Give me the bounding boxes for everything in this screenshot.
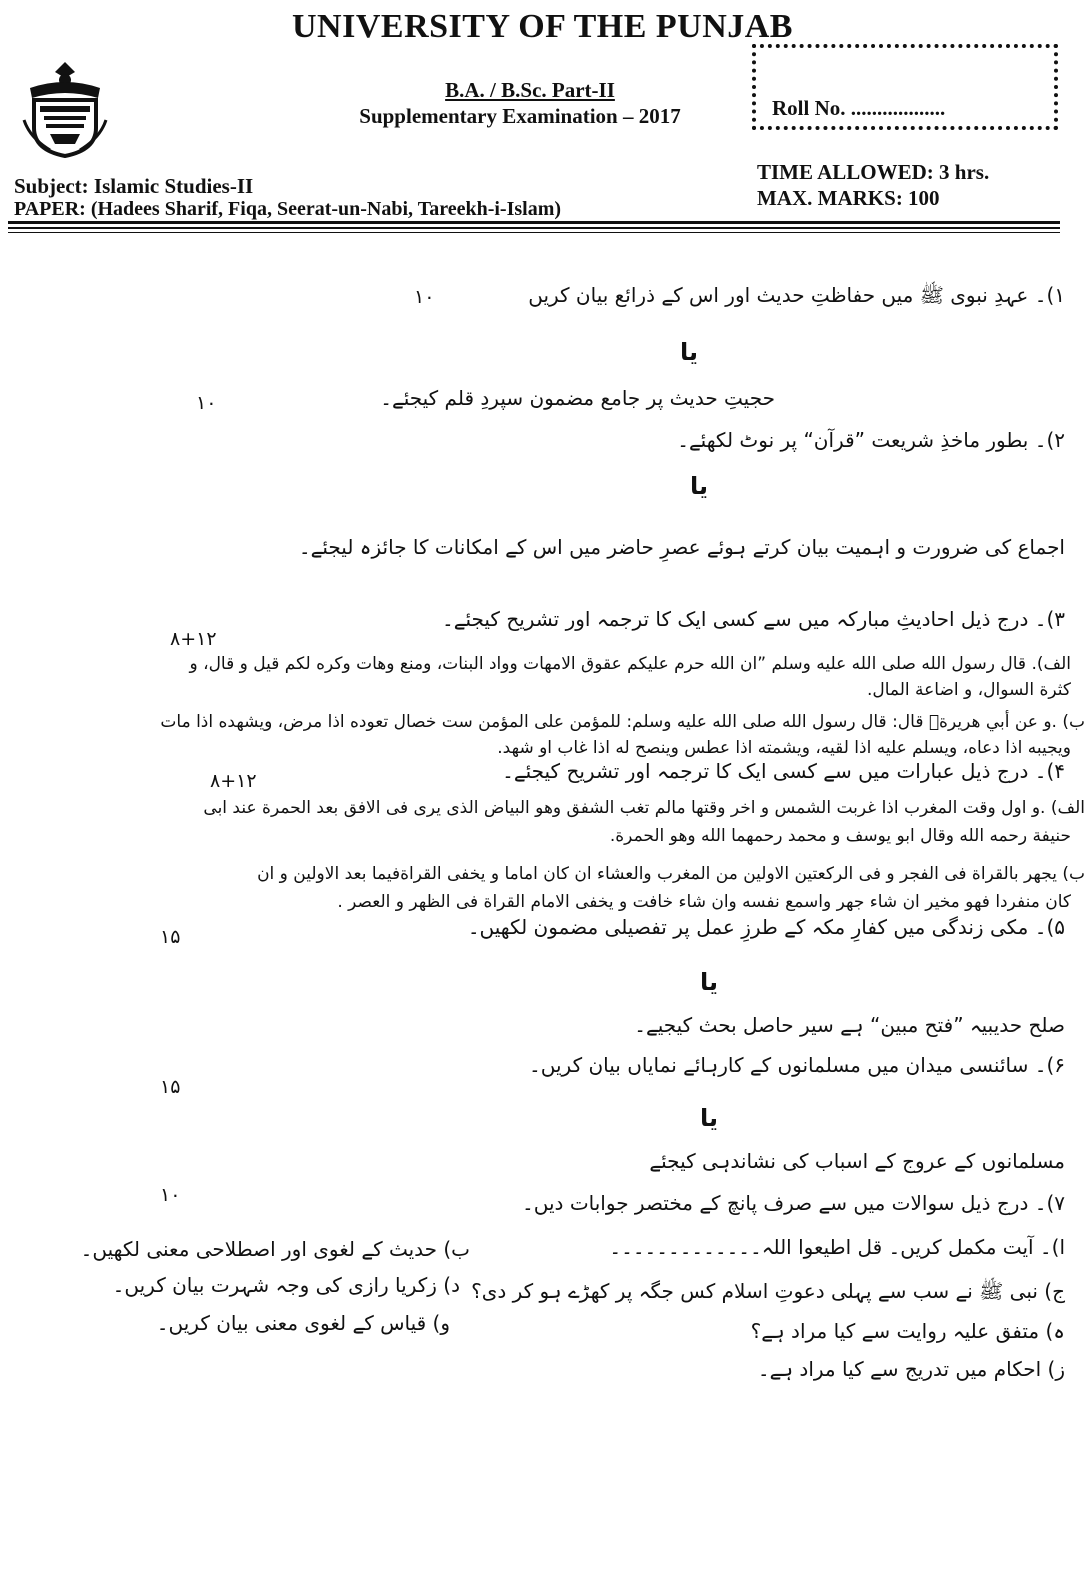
class-label: B.A. / B.Sc. Part-II xyxy=(445,78,615,102)
university-title: UNIVERSITY OF THE PUNJAB xyxy=(292,8,793,45)
question-6-alternative: مسلمانوں کے عروج کے اسباب کی نشاندہی کیجئے xyxy=(649,1149,1065,1173)
question-7-part-d: د) زکریا رازی کی وجہ شہرت بیان کریں۔ xyxy=(112,1273,460,1297)
question-7-part-b: ب) حدیث کے لغوی اور اصطلاحی معنی لکھیں۔ xyxy=(80,1237,470,1261)
question-3-part-b-line-1: ب) .و عن أبي هريرةؓ قال: قال رسول الله صلى الله عليه وسلم: للمؤمن على المؤمن ست خصال تعوده اذا مرض، ويشهده اذا مات xyxy=(160,712,1085,732)
question-3-marks: ۸+۱۲ xyxy=(170,628,217,650)
question-4-part-a-line-1: الف) .و اول وقت المغرب اذا غربت الشمس و اخر وقتها مالم تغب الشفق وهو البياض الذى يرى فى الافق بعد الحمرة عند ابى xyxy=(203,798,1085,818)
exam-label: Supplementary Examination – 2017 xyxy=(359,104,681,128)
question-7: ۷)۔ درج ذیل سوالات میں سے صرف پانچ کے مختصر جوابات دیں۔ xyxy=(522,1191,1065,1215)
question-5-alternative: صلح حدیبیہ ”فتح مبین“ ہے سیر حاصل بحث کیجیے۔ xyxy=(634,1013,1065,1037)
time-allowed: TIME ALLOWED: 3 hrs. xyxy=(757,160,990,184)
question-7-part-c: ج) نبی ﷺ نے سب سے پہلی دعوتِ اسلام کس جگہ پر کھڑے ہو کر دی؟ xyxy=(471,1279,1065,1303)
roll-number-label: Roll No. .................. xyxy=(772,96,946,120)
max-marks: MAX. MARKS: 100 xyxy=(757,186,940,210)
question-4: ۴)۔ درج ذیل عبارات میں سے کسی ایک کا ترجمہ اور تشریح کیجئے۔ xyxy=(502,759,1065,783)
question-7-part-a: ا)۔ آیت مکمل کریں۔ قل اطیعوا اللہ۔۔۔۔۔۔۔۔۔۔۔۔۔ xyxy=(609,1235,1065,1259)
subject-label: Subject: Islamic Studies-II xyxy=(14,174,254,198)
header-divider xyxy=(8,232,1060,233)
or-label: یا xyxy=(700,1104,719,1132)
question-2-alternative: اجماع کی ضرورت و اہمیت بیان کرتے ہوئے عصرِ حاضر میں اس کے امکانات کا جائزہ لیجئے۔ xyxy=(298,535,1065,559)
question-1-marks: ۱۰ xyxy=(414,286,435,308)
header-divider xyxy=(8,227,1060,229)
question-1: ۱)۔ عہدِ نبوی ﷺ میں حفاظتِ حدیث اور اس کے ذرائع بیان کریں xyxy=(528,283,1065,307)
question-7-part-g: ز) احکام میں تدریج سے کیا مراد ہے۔ xyxy=(757,1357,1065,1381)
university-crest-logo xyxy=(20,58,110,158)
question-6-marks: ۱۵ xyxy=(160,1076,181,1098)
question-7-part-e: ہ) متفق علیہ روایت سے کیا مراد ہے؟ xyxy=(750,1319,1065,1343)
question-6: ۶)۔ سائنسی میدان میں مسلمانوں کے کارہائے نمایاں بیان کریں۔ xyxy=(529,1053,1065,1077)
question-4-marks: ۸+۱۲ xyxy=(210,770,257,792)
question-3-part-a-line-2: كثرة السوال، و اضاعة المال. xyxy=(866,680,1071,700)
question-2: ۲)۔ بطور ماخذِ شریعت ”قرآن“ پر نوٹ لکھئے۔ xyxy=(677,428,1065,452)
question-3-part-b-line-2: ويجيبه اذا دعاه، ويسلم عليه اذا لقيه، ويشمته اذا عطس وينصح له اذا غاب او شهد. xyxy=(497,738,1071,758)
question-3: ۳)۔ درج ذیل احادیثِ مبارکہ میں سے کسی ایک کا ترجمہ اور تشریح کیجئے۔ xyxy=(442,607,1065,631)
question-4-part-b-line-2: كان منفردا فهو مخير ان شاء جهر واسمع نفسه وان شاء خافت و يخفى الامام القراة فى الظهر و العصر . xyxy=(337,892,1071,912)
question-7-marks: ۱۰ xyxy=(160,1184,181,1206)
or-label: یا xyxy=(690,472,709,500)
or-label: یا xyxy=(680,338,699,366)
paper-label: PAPER: (Hadees Sharif, Fiqa, Seerat-un-Nabi, Tareekh-i-Islam) xyxy=(14,198,562,220)
question-3-part-a-line-1: الف). قال رسول الله صلى الله عليه وسلم ”ان الله حرم عليكم عقوق الامهات وواد البنات، ومنع وهات وكره لكم قيل و قال، و xyxy=(189,654,1071,674)
question-5: ۵)۔ مکی زندگی میں کفارِ مکہ کے طرزِ عمل پر تفصیلی مضمون لکھیں۔ xyxy=(467,915,1065,939)
or-label: یا xyxy=(700,968,719,996)
question-1-alternative: حجیتِ حدیث پر جامع مضمون سپردِ قلم کیجئے۔ xyxy=(380,386,775,410)
question-4-part-b-line-1: ب) يجهر بالقراة فى الفجر و فى الركعتين الاولين من المغرب والعشاء ان كان اماما و يخفى القراةفيما بعد الاولين و ان xyxy=(257,864,1085,884)
question-7-part-f: و) قیاس کے لغوی معنی بیان کریں۔ xyxy=(156,1311,450,1335)
question-5-marks: ۱۵ xyxy=(160,926,181,948)
header-divider xyxy=(8,221,1060,224)
question-1-alt-marks: ۱۰ xyxy=(196,392,217,414)
question-4-part-a-line-2: حنيفة رحمه الله وقال ابو يوسف و محمد رحمهما الله وهو الحمرة. xyxy=(609,826,1071,846)
